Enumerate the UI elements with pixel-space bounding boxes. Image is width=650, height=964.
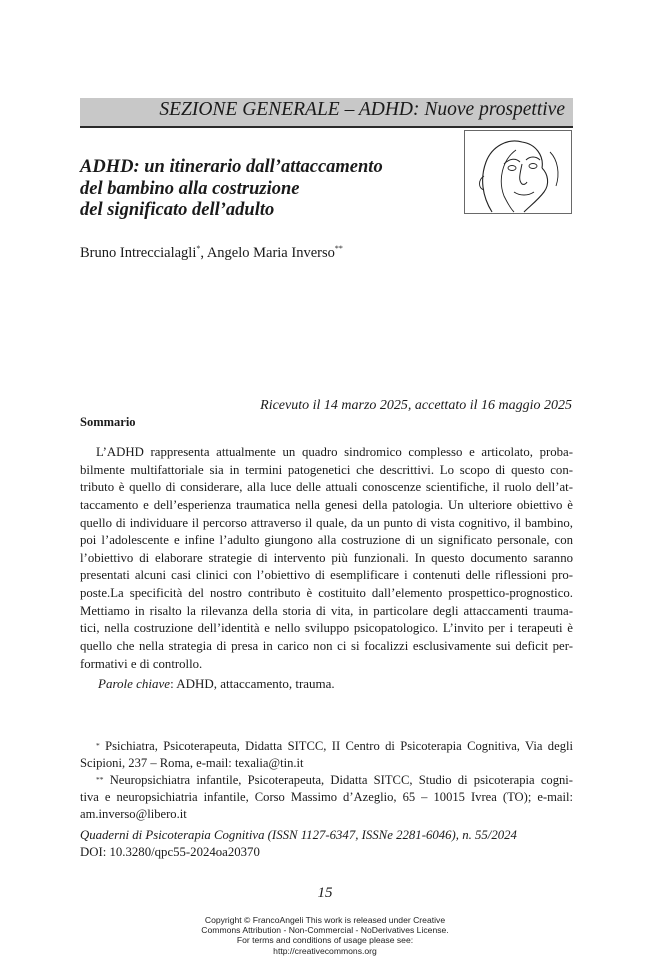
- footnotes: [80, 738, 573, 823]
- author-name: Bruno Intreccialagli: [80, 245, 197, 261]
- article-title-line: del bambino alla costruzione: [80, 178, 300, 199]
- author-separator: ,: [200, 245, 207, 261]
- article-title: [80, 157, 440, 222]
- face-sketch-icon: [464, 130, 572, 214]
- license-line: Commons Attribution - Non-Commercial - NoDerivatives License.: [201, 925, 449, 936]
- received-date: Ricevuto il 14 marzo 2025, accettato il 16 maggio 2025: [260, 398, 572, 413]
- footnote-text: Neuropsichiatra infantile, Psicoterapeuta, Didatta SITCC, Studio di psicoterapia cogni-: [103, 773, 573, 788]
- license-notice: [0, 915, 650, 956]
- footnote-marker: *: [96, 741, 100, 750]
- abstract-line: presentati alcuni casi clinici con l’obiettivo di esemplificare i contenuti delle riflessioni pro-: [80, 568, 573, 583]
- article-title-line: ADHD: un itinerario dall’attaccamento: [80, 157, 383, 177]
- license-link[interactable]: http://creativecommons.org: [273, 945, 377, 956]
- abstract-line: formativi e di controllo.: [80, 656, 203, 671]
- footnote-marker: **: [96, 775, 104, 785]
- footnote-marker: *: [196, 244, 201, 253]
- section-header-bar: [80, 98, 573, 126]
- abstract-line: tributo è quello di considerare, alla luce delle attuali conoscenze scientifiche, il ruolo dell’at-: [80, 480, 573, 495]
- keywords: [98, 676, 335, 692]
- license-line: Copyright © FrancoAngeli This work is released under Creative: [204, 915, 446, 925]
- abstract-line: L’ADHD rappresenta attualmente un quadro sindromico complesso e articolato, proba-: [96, 445, 573, 459]
- keywords-text: : ADHD, attaccamento, trauma.: [170, 676, 335, 691]
- footnote-line: [80, 772, 573, 789]
- section-divider: [80, 126, 573, 128]
- article-title-line: del significato dell’adulto: [80, 200, 275, 220]
- page-number: 15: [317, 885, 333, 901]
- abstract-line: l’obiettivo di elaborare strategie di intervento più funzionali. In questo documento saranno: [80, 550, 573, 565]
- abstract-line: quello che nella strategia di presa in carico non ci si focalizzi esclusivamente sui deficit per-: [80, 638, 573, 653]
- abstract-line: poste.La specificità del nostro contributo è costituito dall’elemento prospettico-prognostico.: [80, 586, 573, 600]
- abstract-body: [80, 444, 573, 673]
- footnote-line: tiva e neuropsichiatria infantile, Corso Massimo d’Azeglio, 65 – 10015 Ivrea (TO); e-mail:: [80, 790, 573, 805]
- keywords-label: Parole chiave: [98, 676, 171, 691]
- abstract-heading: Sommario: [80, 415, 136, 429]
- footnote-text: Psichiatra, Psicoterapeuta, Didatta SITCC, II Centro di Psicoterapia Cognitiva, Via degli: [99, 739, 573, 753]
- footnote-line: Scipioni, 237 – Roma, e-mail: texalia@tin.it: [80, 756, 304, 771]
- abstract-line: bilmente multifattoriale sia in termini patogenetici che descrittivi. Lo scopo di questo con-: [80, 462, 573, 477]
- footnote-line: [80, 738, 573, 755]
- footnote-line: am.inverso@libero.it: [80, 807, 187, 822]
- abstract-line: tici, nella costruzione dell’identità e nello sviluppo psicopatologico. L’invito per i terapeuti è: [80, 621, 573, 636]
- journal-name: Quaderni di Psicoterapia Cognitiva (ISSN 1127-6347, ISSNe 2281-6046), n. 55/2024: [80, 828, 517, 842]
- doi: DOI: 10.3280/qpc55-2024oa20370: [80, 844, 260, 859]
- journal-citation: [80, 827, 517, 860]
- footnote-marker: **: [334, 244, 343, 253]
- license-line: For terms and conditions of usage please see:: [236, 935, 414, 946]
- author-name: Angelo Maria Inverso: [206, 245, 335, 261]
- author-list: [80, 245, 343, 262]
- abstract-line: poi l’adolescente e infine l’adulto giungono alla costruzione di un significato personale, con: [80, 533, 573, 548]
- abstract-line: quello di individuare il percorso attraverso il quale, da un punto di vista cognitivo, il bambino,: [80, 515, 573, 530]
- abstract-line: Mettiamo in risalto la rilevanza della storia di vita, in particolare degli attaccamenti trauma-: [80, 603, 573, 618]
- abstract-line: taccamento e dell’esperienza traumatica nella genesi della patologia. Un ulteriore obiettivo è: [80, 497, 573, 512]
- section-title: SEZIONE GENERALE – ADHD: Nuove prospettive: [159, 99, 565, 120]
